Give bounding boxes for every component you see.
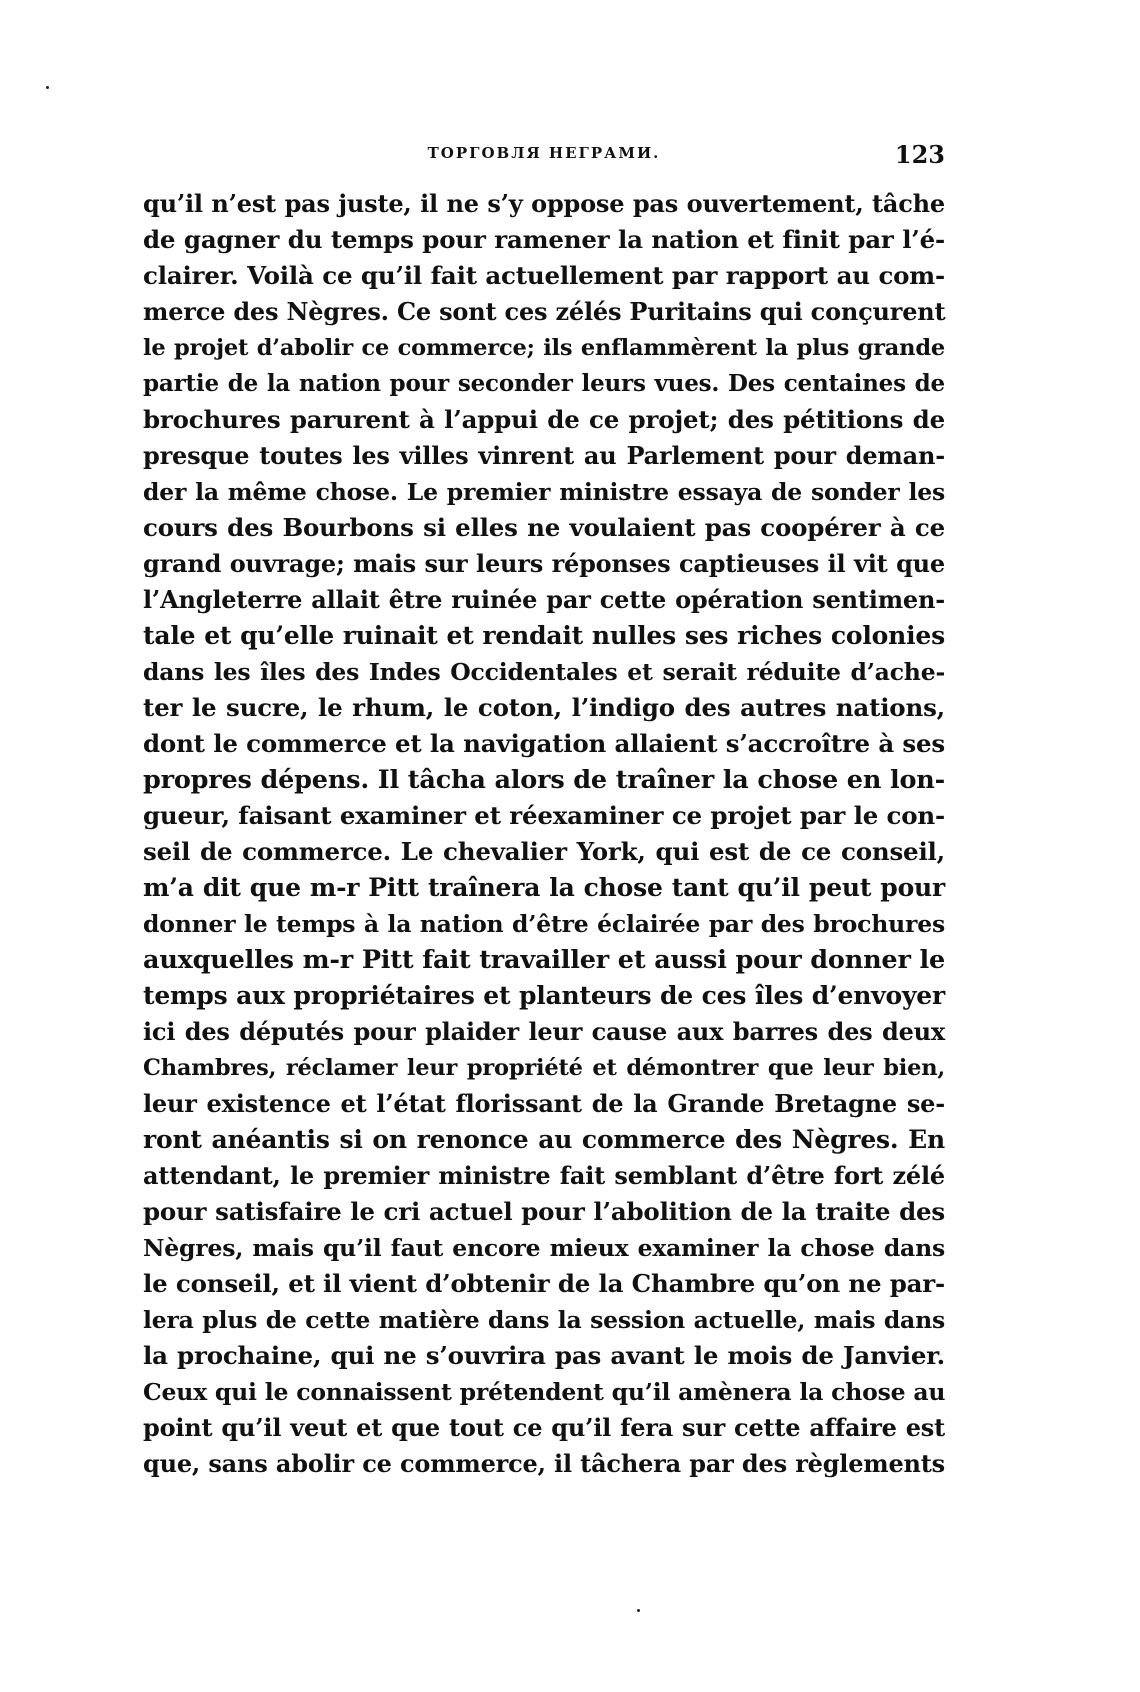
text-line: gueur, faisant examiner et réexaminer ce projet par le con- bbox=[143, 801, 945, 830]
text-line: attendant, le premier ministre fait semblant d’être fort zélé bbox=[143, 1161, 945, 1190]
text-line: pour satisfaire le cri actuel pour l’abolition de la traite des bbox=[143, 1197, 945, 1226]
text-line: dont le commerce et la navigation allaient s’accroître à ses bbox=[143, 729, 945, 758]
text-line: merce des Nègres. Ce sont ces zélés Puritains qui conçurent bbox=[143, 297, 946, 326]
text-line: leur existence et l’état florissant de la Grande Bretagne se- bbox=[143, 1089, 945, 1118]
text-line: qu’il n’est pas juste, il ne s’y oppose pas ouvertement, tâche bbox=[143, 189, 945, 218]
text-line: der la même chose. Le premier ministre essaya de sonder les bbox=[143, 478, 945, 506]
text-line: le projet d’abolir ce commerce; ils enflammèrent la plus grande bbox=[143, 335, 945, 361]
text-line: Ceux qui le connaissent prétendent qu’il amènera la chose au bbox=[143, 1378, 946, 1406]
text-line: presque toutes les villes vinrent au Parlement pour deman- bbox=[143, 441, 945, 470]
text-line: grand ouvrage; mais sur leurs réponses captieuses il vit que bbox=[143, 549, 945, 578]
text-line: le conseil, et il vient d’obtenir de la Chambre qu’on ne par- bbox=[143, 1269, 945, 1298]
text-line: l’Angleterre allait être ruinée par cette opération sentimen- bbox=[143, 585, 945, 614]
text-line: m’a dit que m-r Pitt traînera la chose tant qu’il peut pour bbox=[143, 873, 945, 902]
page-number: 123 bbox=[894, 140, 945, 169]
running-head: ТОРГОВЛЯ НЕГРАМИ. bbox=[427, 144, 661, 162]
scan-speck-bottom bbox=[637, 1609, 640, 1612]
text-line: seil de commerce. Le chevalier York, qui est de ce conseil, bbox=[143, 837, 945, 866]
text-line: donner le temps à la nation d’être éclairée par des brochures bbox=[143, 910, 945, 938]
text-line: cours des Bourbons si elles ne voulaient pas coopérer à ce bbox=[143, 513, 945, 542]
body-text bbox=[143, 186, 945, 1482]
text-line: lera plus de cette matière dans la session actuelle, mais dans bbox=[143, 1306, 945, 1334]
text-line: Chambres, réclamer leur propriété et démontrer que leur bien, bbox=[143, 1055, 945, 1081]
text-line: clairer. Voilà ce qu’il fait actuellement par rapport au com- bbox=[143, 261, 945, 290]
text-line: temps aux propriétaires et planteurs de ces îles d’envoyer bbox=[143, 981, 945, 1010]
text-line: partie de la nation pour seconder leurs vues. Des centaines de bbox=[143, 370, 945, 397]
text-line: ici des députés pour plaider leur cause aux barres des deux bbox=[143, 1017, 945, 1046]
text-line: brochures parurent à l’appui de ce projet; des pétitions de bbox=[143, 405, 945, 434]
text-line: de gagner du temps pour ramener la nation et finit par l’é- bbox=[143, 225, 945, 254]
text-line: tale et qu’elle ruinait et rendait nulles ses riches colonies bbox=[143, 621, 945, 650]
text-line: ter le sucre, le rhum, le coton, l’indigo des autres nations, bbox=[143, 693, 945, 722]
text-line: point qu’il veut et que tout ce qu’il fera sur cette affaire est bbox=[143, 1413, 945, 1442]
text-line: Nègres, mais qu’il faut encore mieux examiner la chose dans bbox=[143, 1234, 945, 1262]
text-line: la prochaine, qui ne s’ouvrira pas avant le mois de Janvier. bbox=[143, 1341, 945, 1370]
scan-speck-top bbox=[46, 86, 49, 89]
text-line: propres dépens. Il tâcha alors de traîner la chose en lon- bbox=[143, 765, 945, 795]
page-header bbox=[143, 140, 945, 174]
text-line: que, sans abolir ce commerce, il tâchera par des règlements bbox=[143, 1449, 945, 1478]
text-line: auxquelles m-r Pitt fait travailler et aussi pour donner le bbox=[143, 945, 945, 975]
text-line: dans les îles des Indes Occidentales et serait réduite d’ache- bbox=[143, 658, 945, 686]
text-line: ront anéantis si on renonce au commerce des Nègres. En bbox=[143, 1125, 945, 1154]
